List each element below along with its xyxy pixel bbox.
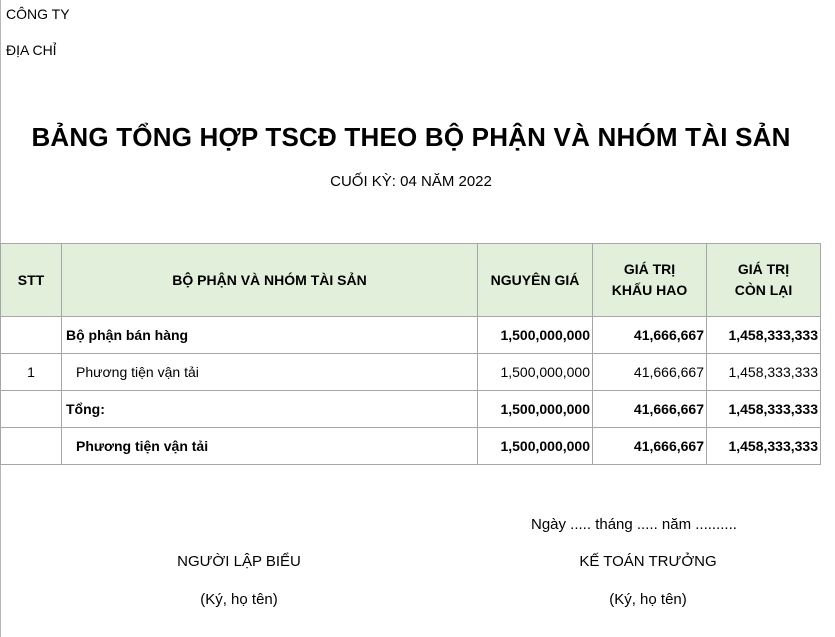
col-header-remaining-line2: CÒN LẠI xyxy=(734,282,793,298)
col-header-remaining-line1: GIÁ TRỊ xyxy=(737,261,790,277)
cell-stt xyxy=(1,317,62,354)
cell-remaining: 1,458,333,333 xyxy=(707,391,821,428)
table-row-total xyxy=(1,391,821,428)
cell-cost: 1,500,000,000 xyxy=(478,354,593,391)
chief-accountant-title: KẾ TOÁN TRƯỞNG xyxy=(579,553,717,570)
table-row-total-group xyxy=(1,428,821,465)
company-label: CÔNG TY xyxy=(6,6,70,22)
cell-stt: 1 xyxy=(1,354,62,391)
cell-cost: 1,500,000,000 xyxy=(478,317,593,354)
col-header-group: BỘ PHẬN VÀ NHÓM TÀI SẢN xyxy=(62,244,478,317)
report-title: BẢNG TỔNG HỢP TSCĐ THEO BỘ PHẬN VÀ NHÓM TÀI SẢN xyxy=(31,122,791,152)
cell-name: Phương tiện vận tải xyxy=(62,428,478,465)
table-header-row xyxy=(1,244,821,317)
col-header-stt: STT xyxy=(1,244,62,317)
preparer-sign-note: (Ký, họ tên) xyxy=(200,591,278,608)
cell-depreciation: 41,666,667 xyxy=(593,428,707,465)
col-header-depreciation xyxy=(593,244,707,317)
cell-remaining: 1,458,333,333 xyxy=(707,354,821,391)
preparer-title: NGƯỜI LẬP BIỂU xyxy=(177,553,301,570)
asset-summary-table xyxy=(0,243,821,465)
table-row-asset xyxy=(1,354,821,391)
address-label: ĐỊA CHỈ xyxy=(6,42,57,58)
cell-name: Tổng: xyxy=(62,391,478,428)
col-header-cost: NGUYÊN GIÁ xyxy=(478,244,593,317)
col-header-depreciation-line2: KHẤU HAO xyxy=(611,282,688,298)
cell-name: Bộ phận bán hàng xyxy=(62,317,478,354)
cell-remaining: 1,458,333,333 xyxy=(707,317,821,354)
col-header-depreciation-line1: GIÁ TRỊ xyxy=(623,261,676,277)
cell-stt xyxy=(1,428,62,465)
table-row-department xyxy=(1,317,821,354)
cell-remaining: 1,458,333,333 xyxy=(707,428,821,465)
report-period: CUỐI KỲ: 04 NĂM 2022 xyxy=(330,173,492,190)
chief-accountant-sign-note: (Ký, họ tên) xyxy=(609,591,687,608)
cell-depreciation: 41,666,667 xyxy=(593,354,707,391)
cell-cost: 1,500,000,000 xyxy=(478,428,593,465)
cell-cost: 1,500,000,000 xyxy=(478,391,593,428)
cell-stt xyxy=(1,391,62,428)
cell-depreciation: 41,666,667 xyxy=(593,391,707,428)
cell-depreciation: 41,666,667 xyxy=(593,317,707,354)
date-line: Ngày ..... tháng ..... năm .......... xyxy=(531,516,737,533)
cell-name: Phương tiện vận tải xyxy=(62,354,478,391)
col-header-remaining xyxy=(707,244,821,317)
